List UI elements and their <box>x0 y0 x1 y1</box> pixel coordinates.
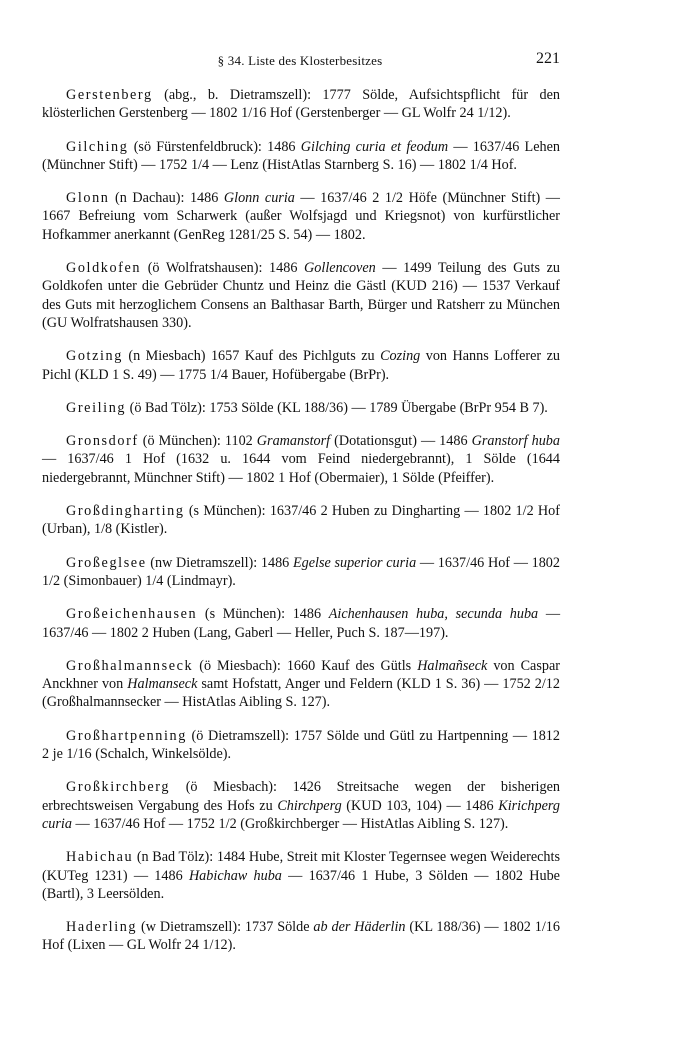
entry-place-name: Gerstenberg <box>66 87 153 103</box>
entry-text: — 1637/46 Hof — 1802 1/2 (Simonbauer) 1/4 (Lindmayr). <box>42 554 560 589</box>
entry-italic-term: Halmañseck <box>417 657 488 674</box>
entry-italic-term: Egelse superior curia <box>292 554 417 571</box>
entry-text: von Hanns Lofferer zu Pichl (KLD 1 S. 49) — 1775 1/4 Bauer, Hofübergabe (BrPr). <box>42 348 560 383</box>
entry-place-name: Haderling <box>66 919 138 936</box>
entry-list <box>42 86 560 970</box>
entry-paragraph <box>42 848 560 903</box>
entry-place-name: Goldkofen <box>66 260 142 277</box>
entry-place-name: Großdingharting <box>66 503 185 520</box>
entry-italic-term: Gramanstorf <box>256 433 331 450</box>
page-number: 221 <box>536 50 560 67</box>
entry-text: (ö Bad Tölz): 1753 Sölde (KL 188/36) — 1789 Übergabe (BrPr 954 B 7). <box>126 399 548 416</box>
entry-paragraph <box>42 657 560 712</box>
entry-italic-term: Granstorf huba <box>471 433 560 450</box>
entry-paragraph <box>42 502 560 539</box>
entry-italic-term: Habichaw huba <box>188 867 282 884</box>
entry-italic-term: Gilching curia et feodum <box>300 138 449 155</box>
entry-text: (n Bad Tölz): 1484 Hube, Streit mit Kloster Tegernsee wegen Weiderechts (KUTeg 1231) — 1486 <box>42 849 560 884</box>
entry-text: — 1637/46 Lehen (Münchner Stift) — 1752 1/4 — Lenz (HistAtlas Starnberg S. 16) — 1802 1/4 Hof. <box>42 138 561 173</box>
entry-text: — 1499 Teilung des Guts zu Goldkofen unter die Gebrüder Chuntz und Heinz die Gästl (KUD 216) — 1537 Verkauf des Guts mit herzoglichem Consens an Balthasar Barth, Bürger und Ratsherr zu München (GU Wolfratshausen 330). <box>42 260 560 331</box>
entry-italic-term: Gollencoven <box>304 260 376 277</box>
entry-paragraph <box>42 554 560 591</box>
entry-text: (ö Miesbach): 1660 Kauf des Gütls <box>193 657 418 674</box>
entry-paragraph <box>42 189 560 244</box>
entry-text: samt Hofstatt, Anger und Feldern (KLD 1 S. 36) — 1752 2/12 (Großhalmannsecker — HistAtlas Aibling S. 127). <box>42 676 560 711</box>
entry-place-name: Glonn <box>66 190 110 207</box>
entry-text: (w Dietramszell): 1737 Sölde <box>137 919 314 936</box>
entry-italic-term: Chirchperg <box>277 797 342 814</box>
entry-paragraph <box>42 138 560 175</box>
entry-paragraph <box>42 86 560 123</box>
entry-paragraph <box>42 259 560 332</box>
entry-italic-term: Kirichperg curia <box>42 797 560 832</box>
entry-text: von Caspar Anckhner von <box>42 657 560 693</box>
entry-italic-term: ab der Häderlin <box>313 919 406 936</box>
entry-italic-term: Halmanseck <box>127 676 198 693</box>
entry-text: (Dotationsgut) — 1486 <box>330 433 472 450</box>
entry-place-name: Großeglsee <box>66 554 147 571</box>
entry-place-name: Gilching <box>66 138 129 155</box>
entry-text: (ö Miesbach): 1426 Streitsache wegen der bisherigen erbrechtsweisen Vergabung des Hofs zu <box>42 779 560 814</box>
entry-italic-term: Glonn curia <box>223 190 295 207</box>
entry-text: (sö Fürstenfeldbruck): 1486 <box>128 138 301 155</box>
entry-paragraph <box>42 918 560 955</box>
entry-text: (KUD 103, 104) — 1486 <box>341 797 499 814</box>
entry-text: — 1637/46 Hof — 1752 1/2 (Großkirchberger — HistAtlas Aibling S. 127). <box>71 815 509 832</box>
entry-paragraph <box>42 432 560 487</box>
entry-text: (n Miesbach) 1657 Kauf des Pichlguts zu <box>122 348 381 365</box>
entry-text: — 1637/46 1 Hube, 3 Sölden — 1802 Hube (Bartl), 3 Leersölden. <box>42 867 560 902</box>
section-title: § 34. Liste des Klosterbesitzes <box>217 53 383 68</box>
entry-place-name: Gotzing <box>66 348 123 365</box>
entry-place-name: Großeichenhausen <box>66 606 198 623</box>
entry-paragraph <box>42 399 560 417</box>
entry-place-name: Großkirchberg <box>66 779 171 796</box>
entry-text: (s München): 1637/46 2 Huben zu Dingharting — 1802 1/2 Hof (Urban), 1/8 (Kistler). <box>42 503 560 538</box>
entry-text: — 1637/46 1 Hof (1632 u. 1644 vom Feind niedergebrannt), 1 Sölde (1644 niedergebrannt, Münchner Stift) — 1802 1 Hof (Obermaier), 1 Sölde (Pfeiffer). <box>42 451 560 486</box>
entry-place-name: Großhartpenning <box>66 727 187 744</box>
running-header <box>0 50 700 72</box>
entry-text: — 1637/46 2 1/2 Höfe (Münchner Stift) — 1667 Befreiung vom Scharwerk (außer Wolfsjagd und Kriegsnot) von kurfürstlicher Hofkammer anerkannt (GenReg 1281/25 S. 54) — 1802. <box>42 190 560 243</box>
entry-place-name: Habichau <box>66 849 134 866</box>
entry-text: (ö Dietramszell): 1757 Sölde und Gütl zu Hartpenning — 1812 2 je 1/16 (Schalch, Winkelsölde). <box>42 727 560 763</box>
entry-text: (s München): 1486 <box>197 606 329 623</box>
entry-place-name: Greiling <box>66 399 127 416</box>
entry-text: (abg., b. Dietramszell): 1777 Sölde, Aufsichtspflicht für den klösterlichen Gerstenberg — 1802 1/16 Hof (Gerstenberger — GL Wolfr 24 1/12). <box>42 87 560 122</box>
entry-text: (KL 188/36) — 1802 1/16 Hof (Lixen — GL Wolfr 24 1/12). <box>42 919 560 954</box>
entry-text: (ö Wolfratshausen): 1486 <box>141 260 305 277</box>
entry-paragraph <box>42 778 560 833</box>
entry-text: (ö München): 1102 <box>138 433 257 450</box>
entry-paragraph <box>42 347 560 384</box>
entry-place-name: Gronsdorf <box>66 433 139 450</box>
entry-italic-term: Aichenhausen huba, secunda huba <box>328 606 539 623</box>
entry-text: (n Dachau): 1486 <box>109 190 224 207</box>
entry-italic-term: Cozing <box>380 348 421 365</box>
entry-paragraph <box>42 727 560 764</box>
entry-paragraph <box>42 605 560 642</box>
entry-place-name: Großhalmannseck <box>66 657 194 674</box>
entry-text: (nw Dietramszell): 1486 <box>146 554 293 571</box>
entry-text: — 1637/46 — 1802 2 Huben (Lang, Gaberl — Heller, Puch S. 187—197). <box>42 606 560 641</box>
